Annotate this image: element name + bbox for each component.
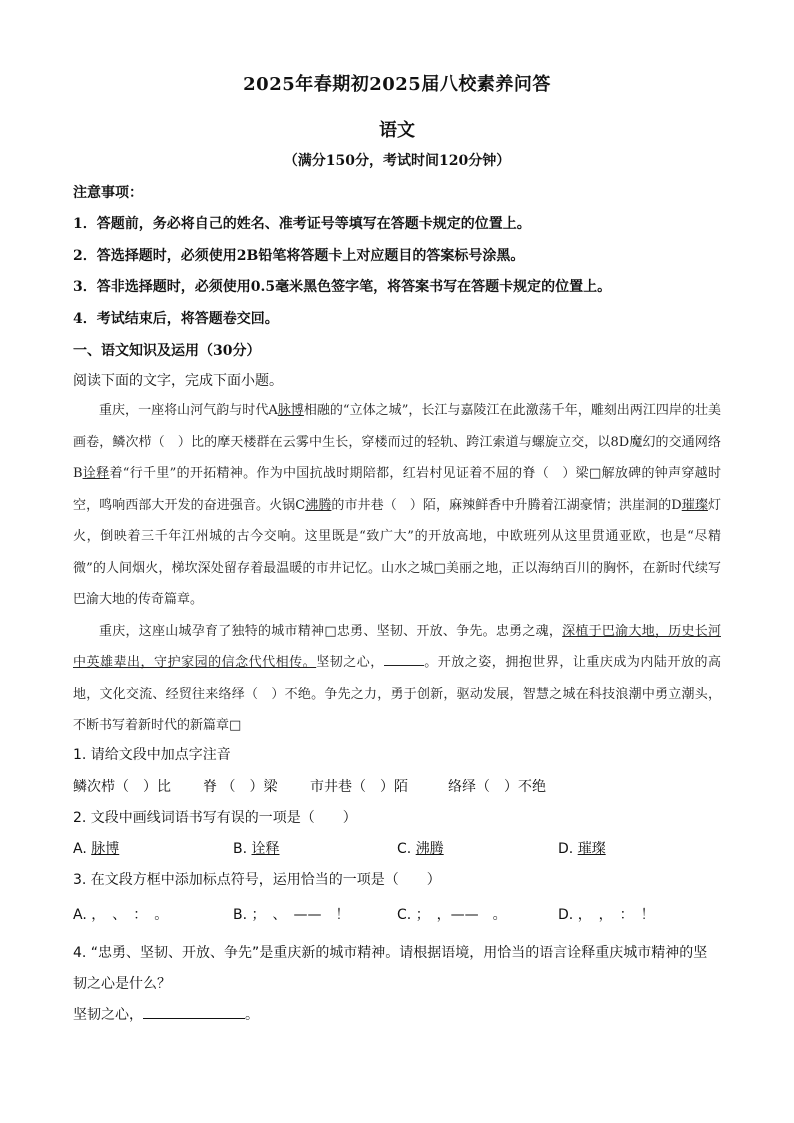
q1-item-1: 鳞次栉（ ）比 <box>73 779 171 795</box>
score-info: （满分150分，考试时间120分钟） <box>283 153 511 169</box>
page-title: 2025年春期初2025届八校素养问答 <box>243 74 551 95</box>
q2-option-c[interactable] <box>397 838 444 858</box>
option-text: 沸腾 <box>415 841 444 857</box>
option-text: 诠释 <box>251 841 280 857</box>
note-item-2: 2．答选择题时，必须使用2B铅笔将答题卡上对应题目的答案标号涂黑。 <box>73 248 525 264</box>
option-label: D. <box>558 841 574 857</box>
note-item-1: 1．答题前，务必将自己的姓名、准考证号等填写在答题卡规定的位置上。 <box>73 216 531 232</box>
option-label: A. <box>73 907 87 923</box>
q2-option-b[interactable] <box>233 838 280 858</box>
section-heading: 一、语文知识及运用（30分） <box>73 343 261 359</box>
underlined-word-b: 诠释 <box>82 466 110 481</box>
q1-item-2: 脊 （ ）梁 <box>203 779 278 795</box>
notes-heading: 注意事项： <box>73 185 143 201</box>
q3-option-c[interactable] <box>397 904 507 924</box>
passage-paragraph-2 <box>73 616 721 742</box>
passage-paragraph-1 <box>73 395 721 616</box>
answer-blank[interactable] <box>143 1004 245 1019</box>
option-text: ， 、 ： 。 <box>91 907 169 923</box>
text-run: 的市井巷（ ）陌，麻辣鲜香中升腾着江湖豪情；洪崖洞的D <box>331 497 682 513</box>
text-run: 重庆，一座将山河气韵与时代A <box>99 403 278 418</box>
option-text: 璀璨 <box>577 841 606 857</box>
underlined-word-a: 脉博 <box>277 403 304 418</box>
punctuation-box: □ <box>324 623 337 639</box>
punctuation-box: □ <box>433 560 446 576</box>
text-run: 灯火，倒映着三千年江州城的古今交响。这里既是“致广大”的开放高地，中欧班列从这里贯通亚欧，也是“尽精微”的人间烟火，梯坎深处留存着最温暖的市井记忆。山水之城 <box>73 497 721 576</box>
question-4-line-2: 韧之心是什么？ <box>73 976 171 992</box>
q3-option-b[interactable] <box>233 904 350 924</box>
text-run: 着“行千里”的开拓精神。作为中国抗战时期陪都，红岩村见证着不屈的脊（ ）梁 <box>109 466 589 481</box>
option-label: A. <box>73 841 87 857</box>
option-label: C. <box>397 907 412 923</box>
question-4-line-1: 4. “忠勇、坚韧、开放、争先”是重庆新的城市精神。请根据语境，用恰当的语言诠释重庆城市精神的坚 <box>73 945 708 961</box>
question-4-answer <box>73 1004 259 1024</box>
underlined-word-d: 璀璨 <box>681 497 708 513</box>
text-run: 美丽之地，正以海纳百川的胸怀，在新时代续写巴渝大地的传奇篇章。 <box>73 560 721 607</box>
reading-passage <box>73 395 721 742</box>
option-text: ； ，—— 。 <box>415 907 507 923</box>
option-label: B. <box>233 841 248 857</box>
note-item-4: 4．考试结束后，将答题卷交回。 <box>73 311 279 327</box>
q2-option-a[interactable] <box>73 838 119 858</box>
option-text: ； 、 —— ！ <box>251 907 350 923</box>
q1-item-4: 络绎（ ）不绝 <box>448 779 546 795</box>
answer-suffix: 。 <box>245 1007 259 1023</box>
q3-option-a[interactable] <box>73 904 168 924</box>
text-run: 解放碑的钟声穿越时空，鸣响西部大开发的奋进强音。火锅C <box>73 466 721 513</box>
punctuation-box: □ <box>588 466 602 481</box>
note-item-3: 3．答非选择题时，必须使用0.5毫米黑色签字笔，将答案书写在答题卡规定的位置上。 <box>73 279 612 295</box>
reading-instruction: 阅读下面的文字，完成下面小题。 <box>73 373 283 389</box>
text-run: 相融的“立体之城”，长江与嘉陵江在此激荡千年，雕刻出两江四岸的壮美画卷，鳞次栉（ ）比的摩天楼群在云雾中生长，穿楼而过的轻轨、跨江索道与螺旋立交，以8D魔幻的交通网络B <box>73 403 722 481</box>
q1-item-3: 市井巷（ ）陌 <box>310 779 408 795</box>
underlined-sentence: 深植于巴渝大地，历史长河中英雄辈出，守护家园的信念代代相传。 <box>73 623 721 670</box>
text-run: 坚韧之心， <box>316 655 384 670</box>
subject-title: 语文 <box>379 120 415 141</box>
punctuation-box: □ <box>229 718 242 733</box>
fill-blank[interactable] <box>384 651 424 666</box>
option-label: C. <box>397 841 412 857</box>
option-text: ， ， ： ！ <box>577 907 655 923</box>
q2-option-d[interactable] <box>558 838 606 858</box>
question-1: 1. 请给文段中加点字注音 <box>73 747 231 763</box>
answer-prefix: 坚韧之心， <box>73 1007 143 1023</box>
q3-option-d[interactable] <box>558 904 655 924</box>
text-run: 忠勇、坚韧、开放、争先。忠勇之魂， <box>336 623 563 639</box>
question-3: 3. 在文段方框中添加标点符号，运用恰当的一项是（ ） <box>73 872 441 888</box>
option-label: D. <box>558 907 574 923</box>
underlined-word-c: 沸腾 <box>305 497 332 513</box>
option-label: B. <box>233 907 248 923</box>
text-run: 。开放之姿，拥抱世界，让重庆成为内陆开放的高地，文化交流、经贸往来络绎（ ）不绝。争先之力，勇于创新，驱动发展，智慧之城在科技浪潮中勇立潮头，不断书写着新时代的新篇章 <box>73 655 721 733</box>
option-text: 脉博 <box>91 841 120 857</box>
question-2: 2. 文段中画线词语书写有误的一项是（ ） <box>73 810 357 826</box>
text-run: 重庆，这座山城孕育了独特的城市精神 <box>99 623 325 639</box>
